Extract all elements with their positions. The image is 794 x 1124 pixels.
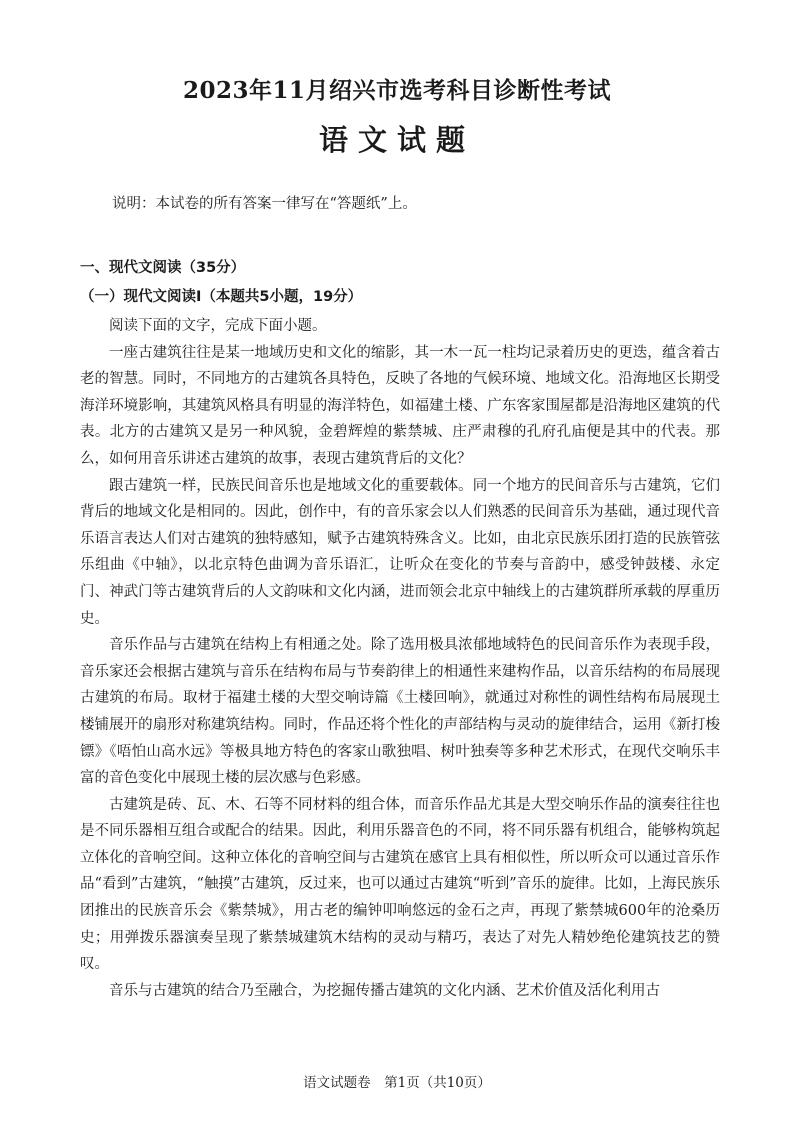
section-heading: 一、现代文阅读（35分） bbox=[80, 260, 246, 276]
passage-paragraph: 跟古建筑一样，民族民间音乐也是地域文化的重要载体。同一个地方的民间音乐与古建筑，它们背后的地域文化是相同的。因此，创作中，有的音乐家会以人们熟悉的民间音乐为基础，通过现代音乐语言表达人们对古建筑的独特感知，赋予古建筑特殊含义。比如，由北京民族乐团打造的民族管弦乐组曲《中轴》，以北京特色曲调为音乐语汇，让听众在变化的节奏与音韵中，感受钟鼓楼、永定门、神武门等古建筑背后的人文韵味和文化内涵，进而领会北京中轴线上的古建筑群所承载的厚重历史。 bbox=[80, 477, 720, 627]
exam-title: 2023年11月绍兴市选考科目诊断性考试 bbox=[182, 77, 612, 104]
passage-paragraph: 音乐作品与古建筑在结构上有相通之处。除了选用极具浓郁地域特色的民间音乐作为表现手段，音乐家还会根据古建筑与音乐在结构布局与节奏韵律上的相通性来建构作品，以音乐结构的布局展现古建筑的布局。取材于福建土楼的大型交响诗篇《土楼回响》，就通过对称性的调性结构布局展现土楼铺展开的扇形对称建筑结构。同时，作品还将个性化的声部结构与灵动的旋律结合，运用《新打梭镖》《唔怕山高水远》等极具地方特色的客家山歌独唱、树叶独奏等多种艺术形式，在现代交响乐丰富的音色变化中展现土楼的层次感与色彩感。 bbox=[80, 637, 720, 787]
passage-paragraph: 古建筑是砖、瓦、木、石等不同材料的组合体，而音乐作品尤其是大型交响乐作品的演奏往往也是不同乐器相互组合或配合的结果。因此，利用乐器音色的不同，将不同乐器有机组合，能够构筑起立体化的音响空间。这种立体化的音响空间与古建筑在感官上具有相似性，所以听众可以通过音乐作品“看到”古建筑，“触摸”古建筑，反过来，也可以通过古建筑“听到”音乐的旋律。比如，上海民族乐团推出的民族音乐会《紫禁城》，用古老的编钟叩响悠远的金石之声，再现了紫禁城600年的沧桑历史；用弹拨乐器演奏呈现了紫禁城建筑木结构的灵动与精巧，表达了对先人精妙绝伦建筑技艺的赞叹。 bbox=[80, 796, 720, 973]
page-footer: 语文试题卷 第1页（共10页） bbox=[303, 1075, 491, 1091]
passage-paragraph: 音乐与古建筑的结合乃至融合，为挖掘传播古建筑的文化内涵、艺术价值及活化利用古 bbox=[109, 982, 660, 999]
passage-paragraph: 一座古建筑往往是某一地域历史和文化的缩影，其一木一瓦一柱均记录着历史的更迭，蕴含着古老的智慧。同时，不同地方的古建筑各具特色，反映了各地的气候环境、地域文化。沿海地区长期受海洋环境影响，其建筑风格具有明显的海洋特色，如福建土楼、广东客家围屋都是沿海地区建筑的代表。北方的古建筑又是另一种风貌，金碧辉煌的紫禁城、庄严肃穆的孔府孔庙便是其中的代表。那么，如何用音乐讲述古建筑的故事，表现古建筑背后的文化？ bbox=[80, 344, 720, 467]
subject-title: 语文试题 bbox=[318, 123, 475, 157]
instruction-note: 说明：本试卷的所有答案一律写在“答题纸”上。 bbox=[112, 196, 417, 212]
passage-intro: 阅读下面的文字，完成下面小题。 bbox=[109, 318, 327, 334]
subsection-heading: （一）现代文阅读Ⅰ（本题共5小题，19分） bbox=[80, 289, 363, 305]
reading-passage bbox=[80, 313, 720, 1004]
